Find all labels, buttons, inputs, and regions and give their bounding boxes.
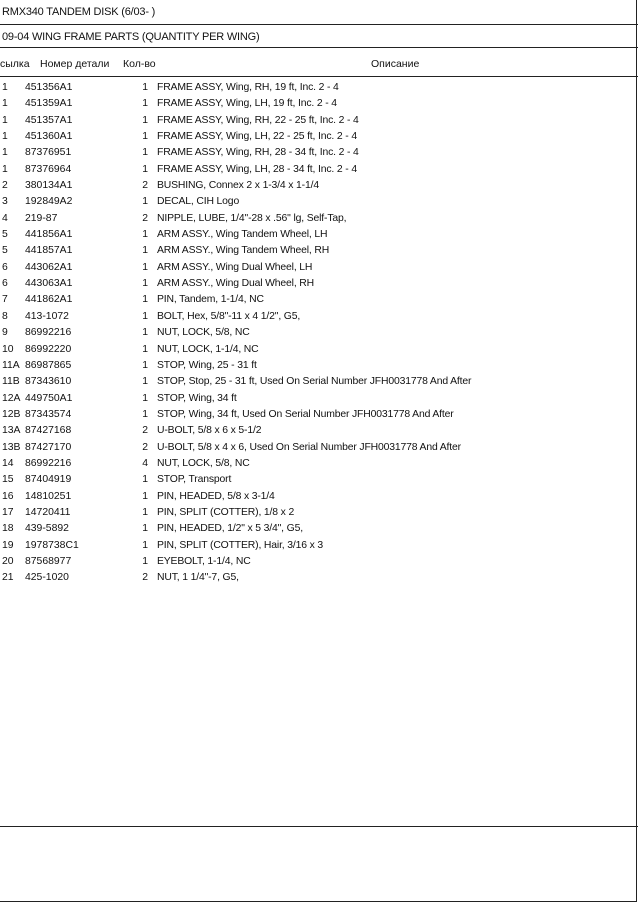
part-number-cell: 87404919 bbox=[25, 474, 72, 486]
part-number-cell: 192849A2 bbox=[25, 196, 73, 208]
quantity-cell: 1 bbox=[142, 474, 148, 486]
part-number-cell: 413-1072 bbox=[25, 310, 69, 322]
ref-cell: 6 bbox=[2, 278, 8, 290]
description-cell: EYEBOLT, 1-1/4, NC bbox=[157, 555, 251, 567]
description-cell: PIN, SPLIT (COTTER), Hair, 3/16 x 3 bbox=[157, 539, 324, 551]
part-number-cell: 86992216 bbox=[25, 327, 72, 339]
table-row bbox=[0, 570, 638, 586]
part-number-cell: 1978738C1 bbox=[25, 539, 79, 551]
quantity-cell: 1 bbox=[142, 278, 148, 290]
ref-cell: 12A bbox=[2, 392, 21, 404]
table-row bbox=[0, 96, 638, 112]
description-cell: NIPPLE, LUBE, 1/4"-28 x .56" lg, Self-Tap, bbox=[157, 212, 347, 224]
description-cell: PIN, HEADED, 5/8 x 3-1/4 bbox=[157, 490, 275, 502]
description-cell: U-BOLT, 5/8 x 6 x 5-1/2 bbox=[157, 425, 262, 437]
description-cell: NUT, LOCK, 1-1/4, NC bbox=[157, 343, 259, 355]
quantity-cell: 1 bbox=[142, 245, 148, 257]
ref-cell: 5 bbox=[2, 229, 8, 241]
part-number-cell: 380134A1 bbox=[25, 180, 73, 192]
ref-cell: 17 bbox=[2, 506, 14, 518]
table-row bbox=[0, 243, 638, 259]
part-number-cell: 87376964 bbox=[25, 163, 72, 175]
table-row bbox=[0, 80, 638, 96]
quantity-cell: 1 bbox=[142, 506, 148, 518]
part-number-cell: 451356A1 bbox=[25, 82, 73, 93]
quantity-cell: 4 bbox=[142, 457, 148, 469]
part-number-cell: 219-87 bbox=[25, 212, 58, 224]
ref-cell: 9 bbox=[2, 327, 8, 339]
ref-cell: 19 bbox=[2, 539, 14, 551]
part-number-cell: 14720411 bbox=[25, 506, 71, 518]
ref-cell: 15 bbox=[2, 474, 14, 486]
quantity-cell: 1 bbox=[142, 539, 148, 551]
section-title: 09-04 WING FRAME PARTS (QUANTITY PER WING) bbox=[2, 31, 260, 43]
table-row bbox=[0, 260, 638, 276]
part-number-cell: 439-5892 bbox=[25, 523, 69, 535]
quantity-cell: 1 bbox=[142, 343, 148, 355]
column-header-part-number: Номер детали bbox=[40, 58, 110, 70]
quantity-cell: 2 bbox=[142, 212, 148, 224]
quantity-cell: 1 bbox=[142, 261, 148, 273]
quantity-cell: 1 bbox=[142, 98, 148, 110]
table-row bbox=[0, 211, 638, 227]
quantity-cell: 2 bbox=[142, 572, 148, 584]
quantity-cell: 1 bbox=[142, 196, 148, 208]
table-row bbox=[0, 440, 638, 456]
quantity-cell: 1 bbox=[142, 131, 148, 143]
table-row bbox=[0, 276, 638, 292]
ref-cell: 12B bbox=[2, 408, 21, 420]
quantity-cell: 2 bbox=[142, 441, 148, 453]
quantity-cell: 1 bbox=[142, 229, 148, 241]
quantity-cell: 1 bbox=[142, 82, 148, 93]
part-number-cell: 87427168 bbox=[25, 425, 72, 437]
part-number-cell: 14810251 bbox=[25, 490, 72, 502]
ref-cell: 1 bbox=[2, 82, 8, 93]
table-row bbox=[0, 325, 638, 341]
part-number-cell: 441862A1 bbox=[25, 294, 73, 306]
quantity-cell: 1 bbox=[142, 147, 148, 159]
table-row bbox=[0, 178, 638, 194]
description-cell: NUT, LOCK, 5/8, NC bbox=[157, 327, 250, 339]
table-row bbox=[0, 489, 638, 505]
ref-cell: 6 bbox=[2, 261, 8, 273]
quantity-cell: 1 bbox=[142, 490, 148, 502]
part-number-cell: 441857A1 bbox=[25, 245, 73, 257]
description-cell: STOP, Stop, 25 - 31 ft, Used On Serial Number JFH0031778 And After bbox=[157, 376, 472, 388]
description-cell: NUT, LOCK, 5/8, NC bbox=[157, 457, 250, 469]
part-number-cell: 87343610 bbox=[25, 376, 72, 388]
table-row bbox=[0, 554, 638, 570]
quantity-cell: 1 bbox=[142, 327, 148, 339]
table-row bbox=[0, 342, 638, 358]
ref-cell: 14 bbox=[2, 457, 14, 469]
part-number-cell: 425-1020 bbox=[25, 572, 69, 584]
table-row bbox=[0, 456, 638, 472]
part-number-cell: 451359A1 bbox=[25, 98, 73, 110]
divider bbox=[0, 826, 638, 827]
ref-cell: 21 bbox=[2, 572, 14, 584]
table-row bbox=[0, 194, 638, 210]
ref-cell: 20 bbox=[2, 555, 14, 567]
ref-cell: 1 bbox=[2, 131, 8, 143]
quantity-cell: 1 bbox=[142, 294, 148, 306]
ref-cell: 7 bbox=[2, 294, 8, 306]
quantity-cell: 2 bbox=[142, 180, 148, 192]
quantity-cell: 1 bbox=[142, 523, 148, 535]
description-cell: BOLT, Hex, 5/8"-11 x 4 1/2", G5, bbox=[157, 310, 301, 322]
ref-cell: 10 bbox=[2, 343, 14, 355]
table-row bbox=[0, 538, 638, 554]
ref-cell: 16 bbox=[2, 490, 14, 502]
part-number-cell: 86987865 bbox=[25, 359, 72, 371]
quantity-cell: 1 bbox=[142, 114, 148, 126]
description-cell: PIN, HEADED, 1/2" x 5 3/4", G5, bbox=[157, 523, 303, 535]
quantity-cell: 1 bbox=[142, 392, 148, 404]
quantity-cell: 2 bbox=[142, 425, 148, 437]
quantity-cell: 1 bbox=[142, 163, 148, 175]
quantity-cell: 1 bbox=[142, 408, 148, 420]
table-row bbox=[0, 292, 638, 308]
part-number-cell: 87376951 bbox=[25, 147, 72, 159]
quantity-cell: 1 bbox=[142, 555, 148, 567]
parts-table bbox=[0, 80, 638, 587]
description-cell: STOP, Wing, 34 ft bbox=[157, 392, 237, 404]
part-number-cell: 87427170 bbox=[25, 441, 72, 453]
part-number-cell: 87343574 bbox=[25, 408, 72, 420]
table-row bbox=[0, 358, 638, 374]
table-row bbox=[0, 227, 638, 243]
description-cell: ARM ASSY., Wing Tandem Wheel, RH bbox=[157, 245, 330, 257]
table-row bbox=[0, 145, 638, 161]
part-number-cell: 441856A1 bbox=[25, 229, 73, 241]
divider bbox=[0, 24, 638, 25]
description-cell: FRAME ASSY, Wing, RH, 19 ft, Inc. 2 - 4 bbox=[157, 82, 339, 93]
ref-cell: 18 bbox=[2, 523, 14, 535]
table-row bbox=[0, 374, 638, 390]
document-title: RMX340 TANDEM DISK (6/03- ) bbox=[2, 6, 156, 18]
part-number-cell: 86992220 bbox=[25, 343, 72, 355]
description-cell: STOP, Wing, 34 ft, Used On Serial Number JFH0031778 And After bbox=[157, 408, 454, 420]
part-number-cell: 449750A1 bbox=[25, 392, 73, 404]
description-cell: ARM ASSY., Wing Dual Wheel, LH bbox=[157, 261, 313, 273]
table-row bbox=[0, 407, 638, 423]
table-row bbox=[0, 113, 638, 129]
description-cell: FRAME ASSY, Wing, RH, 22 - 25 ft, Inc. 2 - 4 bbox=[157, 114, 359, 126]
ref-cell: 8 bbox=[2, 310, 8, 322]
part-number-cell: 443062A1 bbox=[25, 261, 73, 273]
ref-cell: 5 bbox=[2, 245, 8, 257]
ref-cell: 11A bbox=[2, 359, 20, 371]
table-row bbox=[0, 521, 638, 537]
ref-cell: 13B bbox=[2, 441, 21, 453]
description-cell: NUT, 1 1/4"-7, G5, bbox=[157, 572, 239, 584]
ref-cell: 3 bbox=[2, 196, 8, 208]
ref-cell: 1 bbox=[2, 98, 8, 110]
ref-cell: 13A bbox=[2, 425, 21, 437]
ref-cell: 4 bbox=[2, 212, 8, 224]
table-row bbox=[0, 505, 638, 521]
part-number-cell: 86992216 bbox=[25, 457, 72, 469]
description-cell: STOP, Wing, 25 - 31 ft bbox=[157, 359, 257, 371]
ref-cell: 2 bbox=[2, 180, 8, 192]
table-row bbox=[0, 423, 638, 439]
table-row bbox=[0, 309, 638, 325]
description-cell: STOP, Transport bbox=[157, 474, 232, 486]
part-number-cell: 443063A1 bbox=[25, 278, 73, 290]
description-cell: PIN, SPLIT (COTTER), 1/8 x 2 bbox=[157, 506, 295, 518]
part-number-cell: 451360A1 bbox=[25, 131, 73, 143]
column-header-quantity: Кол-во bbox=[123, 58, 156, 70]
description-cell: FRAME ASSY, Wing, LH, 22 - 25 ft, Inc. 2 - 4 bbox=[157, 131, 357, 143]
quantity-cell: 1 bbox=[142, 376, 148, 388]
description-cell: PIN, Tandem, 1-1/4, NC bbox=[157, 294, 264, 306]
description-cell: BUSHING, Connex 2 x 1-3/4 x 1-1/4 bbox=[157, 180, 319, 192]
description-cell: FRAME ASSY, Wing, LH, 28 - 34 ft, Inc. 2 - 4 bbox=[157, 163, 357, 175]
description-cell: DECAL, CIH Logo bbox=[157, 196, 240, 208]
column-header-description: Описание bbox=[371, 58, 420, 70]
part-number-cell: 451357A1 bbox=[25, 114, 73, 126]
table-row bbox=[0, 162, 638, 178]
quantity-cell: 1 bbox=[142, 359, 148, 371]
part-number-cell: 87568977 bbox=[25, 555, 72, 567]
table-row bbox=[0, 129, 638, 145]
table-row bbox=[0, 472, 638, 488]
divider bbox=[0, 76, 638, 77]
description-cell: ARM ASSY., Wing Dual Wheel, RH bbox=[157, 278, 314, 290]
ref-cell: 11B bbox=[2, 376, 20, 388]
ref-cell: 1 bbox=[2, 147, 8, 159]
description-cell: U-BOLT, 5/8 x 4 x 6, Used On Serial Number JFH0031778 And After bbox=[157, 441, 461, 453]
description-cell: FRAME ASSY, Wing, RH, 28 - 34 ft, Inc. 2 - 4 bbox=[157, 147, 359, 159]
ref-cell: 1 bbox=[2, 114, 8, 126]
column-header-ref: сылка bbox=[0, 58, 30, 70]
quantity-cell: 1 bbox=[142, 310, 148, 322]
ref-cell: 1 bbox=[2, 163, 8, 175]
divider bbox=[0, 47, 638, 48]
description-cell: FRAME ASSY, Wing, LH, 19 ft, Inc. 2 - 4 bbox=[157, 98, 337, 110]
table-row bbox=[0, 391, 638, 407]
description-cell: ARM ASSY., Wing Tandem Wheel, LH bbox=[157, 229, 328, 241]
